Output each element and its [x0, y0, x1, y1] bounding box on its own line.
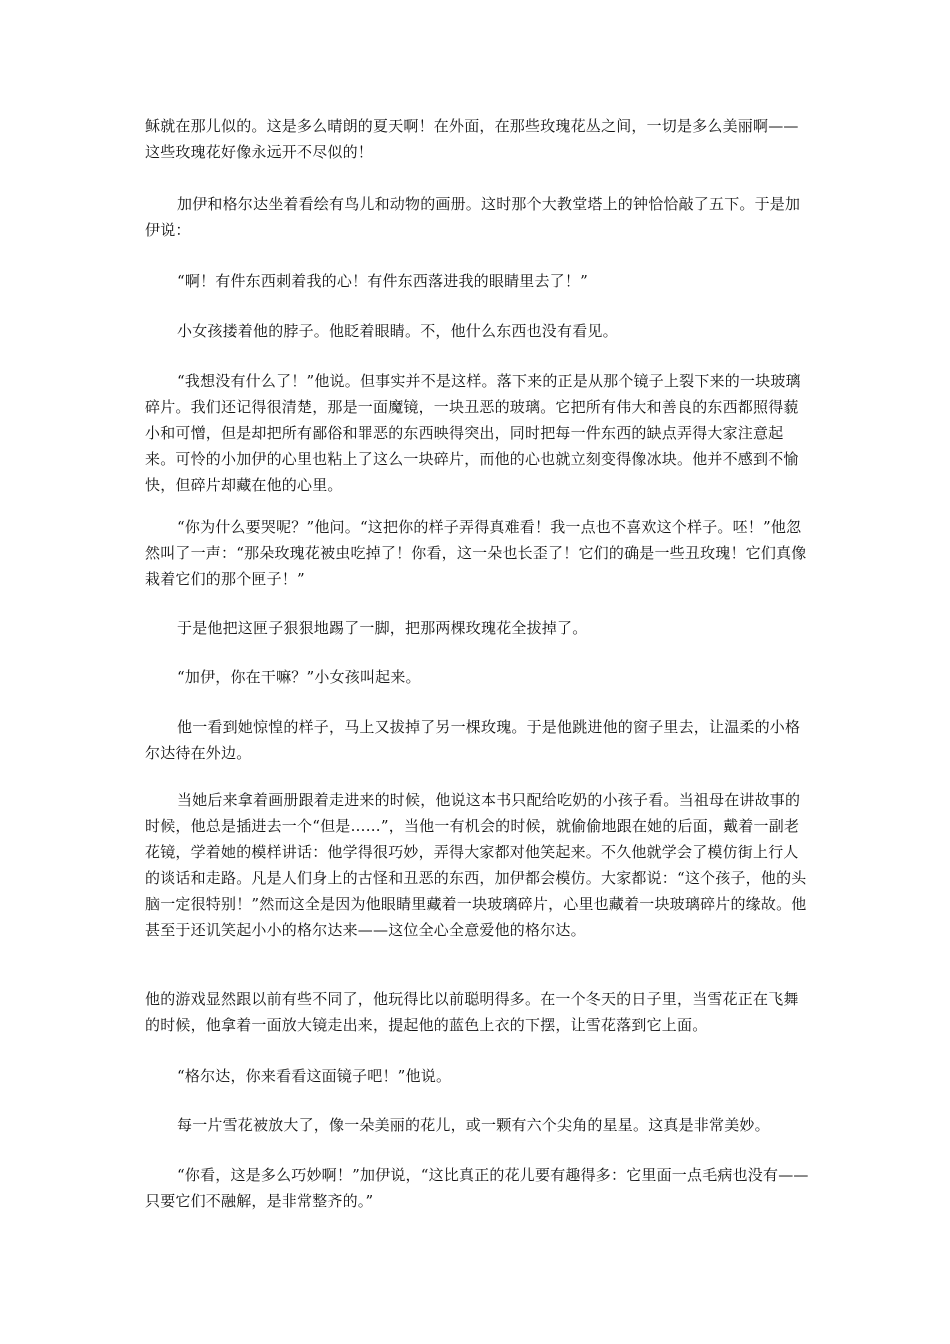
paragraph-8: “加伊，你在干嘛？”小女孩叫起来。	[177, 668, 421, 686]
paragraph-14: “你看，这是多么巧妙啊！”加伊说，“这比真正的花儿要有趣得多：它里面一点毛病也没有——只要它们不融解，是非常整齐的。”	[145, 1166, 809, 1210]
paragraph-13: 每一片雪花被放大了，像一朵美丽的花儿，或一颗有六个尖角的星星。这真是非常美妙。	[177, 1116, 770, 1134]
paragraph-6: “你为什么要哭呢？”他问。“这把你的样子弄得真难看！我一点也不喜欢这个样子。呸！”他忽然叫了一声：“那朵玫瑰花被虫吃掉了！你看，这一朵也长歪了！它们的确是一些丑玫瑰！它们真像栽着它们的那个匣子！”	[145, 518, 807, 588]
paragraph-7: 于是他把这匣子狠狠地踢了一脚，把那两棵玫瑰花全拔掉了。	[177, 619, 588, 637]
paragraph-5: “我想没有什么了！”他说。但事实并不是这样。落下来的正是从那个镜子上裂下来的一块玻璃碎片。我们还记得很清楚，那是一面魔镜，一块丑恶的玻璃。它把所有伟大和善良的东西都照得藐小和可憎，但是却把所有鄙俗和罪恶的东西映得突出，同时把每一件东西的缺点弄得大家注意起来。可怜的小加伊的心里也粘上了这么一块碎片，而他的心也就立刻变得像冰块。他并不感到不愉快，但碎片却藏在他的心里。	[145, 372, 801, 494]
paragraph-4: 小女孩搂着他的脖子。他眨着眼睛。不，他什么东西也没有看见。	[177, 322, 618, 340]
paragraph-10: 当她后来拿着画册跟着走进来的时候，他说这本书只配给吃奶的小孩子看。当祖母在讲故事的时候，他总是插进去一个“但是……”，当他一有机会的时候，就偷偷地跟在她的后面，戴着一副老花镜，学着她的模样讲话：他学得很巧妙，弄得大家都对他笑起来。不久他就学会了模仿街上行人的谈话和走路。凡是人们身上的古怪和丑恶的东西，加伊都会模仿。大家都说：“这个孩子，他的头脑一定很特别！”然而这全是因为他眼睛里藏着一块玻璃碎片，心里也藏着一块玻璃碎片的缘故。他甚至于还讥笑起小小的格尔达来——这位全心全意爱他的格尔达。	[145, 791, 807, 939]
paragraph-3: “啊！有件东西刺着我的心！有件东西落进我的眼睛里去了！”	[177, 272, 588, 290]
paragraph-11: 他的游戏显然跟以前有些不同了，他玩得比以前聪明得多。在一个冬天的日子里，当雪花正在飞舞的时候，他拿着一面放大镜走出来，提起他的蓝色上衣的下摆，让雪花落到它上面。	[145, 990, 799, 1034]
paragraph-12: “格尔达，你来看看这面镜子吧！”他说。	[177, 1067, 452, 1085]
paragraph-9: 他一看到她惊惶的样子，马上又拔掉了另一棵玫瑰。于是他跳进他的窗子里去，让温柔的小格尔达待在外边。	[145, 718, 801, 762]
paragraph-1: 稣就在那儿似的。这是多么晴朗的夏天啊！在外面，在那些玫瑰花丛之间，一切是多么美丽啊——这些玫瑰花好像永远开不尽似的！	[145, 117, 799, 161]
paragraph-2: 加伊和格尔达坐着看绘有鸟儿和动物的画册。这时那个大教堂塔上的钟恰恰敲了五下。于是加伊说：	[145, 195, 801, 239]
